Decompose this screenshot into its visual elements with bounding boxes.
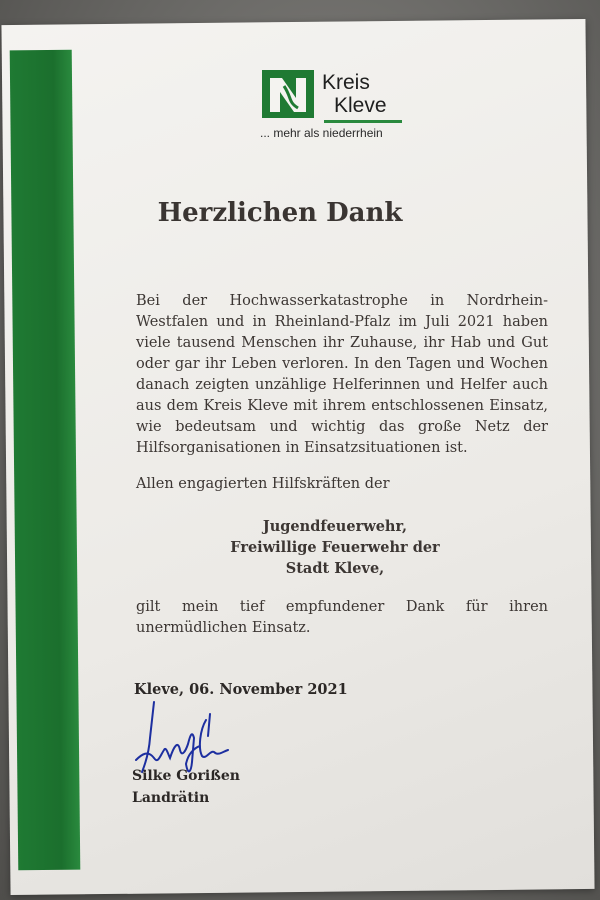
logo-underline xyxy=(324,120,402,123)
thanks-paragraph: gilt mein tief empfundener Dank für ihren unermüdlichen Einsatz. xyxy=(136,599,548,636)
organization-line-2: Freiwillige Feuerwehr der xyxy=(230,539,440,556)
logo-kleve-text: Kleve xyxy=(334,94,387,117)
organization-line-3: Stadt Kleve, xyxy=(285,560,385,577)
intro-paragraph: Bei der Hochwasserkatastrophe in Nordrhein-Westfalen und in Rheinland-Pfalz im Juli 2021 haben viele tausend Menschen ihr Zuhause, ihr Hab und Gut oder gar ihr Leben verloren. In den Tagen und Wochen danach zeigten unzählige Helferinnen und Helfer auch aus dem Kreis Kleve mit ihrem entschlossenen Einsatz, wie bedeutsam und wichtig das große Netz der Hilfsorganisationen in Einsatzsituationen ist. xyxy=(136,293,548,456)
kreis-kleve-logo xyxy=(262,68,412,140)
address-paragraph: Allen engagierten Hilfskräften der xyxy=(136,476,390,492)
green-side-stripe xyxy=(10,50,81,871)
organization-line-1: Jugendfeuerwehr, xyxy=(262,518,408,535)
signer-name: Silke Gorißen xyxy=(132,768,240,784)
page-title: Herzlichen Dank xyxy=(157,198,403,228)
signer-role: Landrätin xyxy=(132,790,210,806)
logo-kreis-text: Kreis xyxy=(322,71,370,94)
logo-slogan: ... mehr als niederrhein xyxy=(260,126,383,140)
kreis-kleve-emblem-icon xyxy=(262,68,318,120)
place-date: Kleve, 06. November 2021 xyxy=(134,681,348,698)
